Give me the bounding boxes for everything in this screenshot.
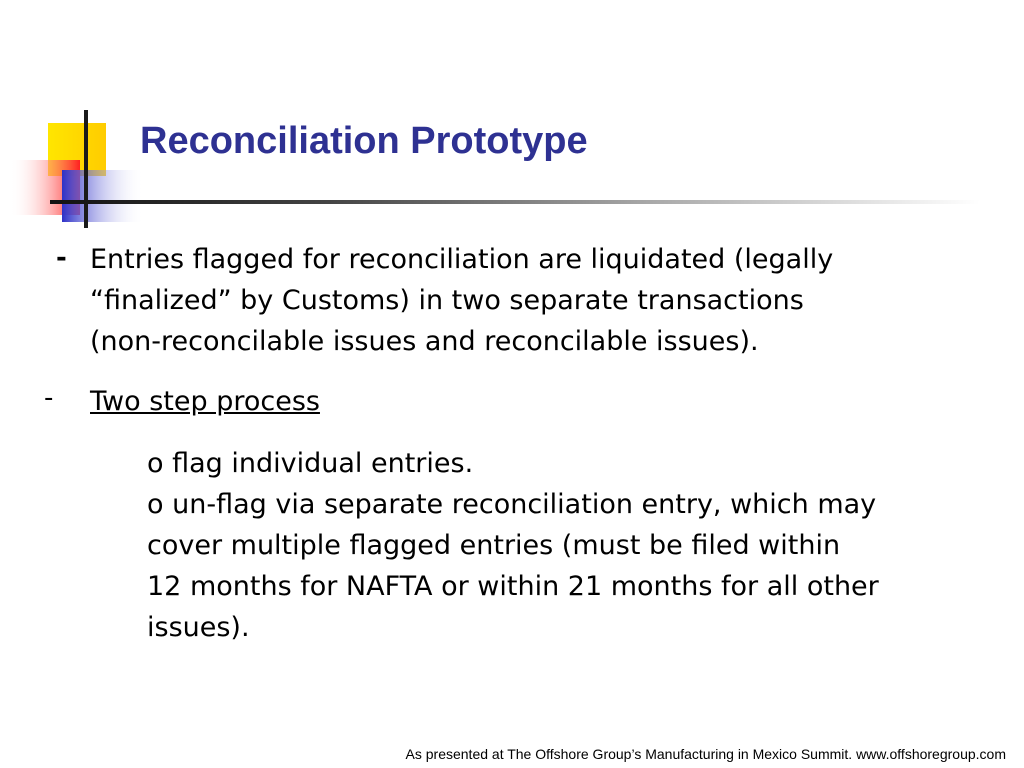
decorative-squares (0, 0, 160, 240)
bullet-1-line: Entries flagged for reconciliation are liquidated (legally (90, 244, 834, 275)
slide-title: Reconciliation Prototype (140, 120, 588, 162)
sub-item-line: issues). (147, 612, 250, 643)
sub-item-line: cover multiple flagged entries (must be filed within (147, 530, 841, 561)
bullet-1-text (90, 239, 833, 362)
sub-item-line: o un-flag via separate reconciliation entry, which may (147, 489, 877, 520)
sub-item-line: 12 months for NAFTA or within 21 months for all other (147, 571, 879, 602)
bullet-marker-2: - (44, 383, 54, 413)
blue-square (62, 170, 144, 222)
title-rule (50, 200, 980, 204)
sub-list (147, 443, 879, 648)
vertical-line (84, 110, 88, 228)
sub-item-line: o flag individual entries. (147, 448, 474, 479)
footer-note: As presented at The Offshore Group’s Manufacturing in Mexico Summit. www.offshoregroup.com (405, 746, 1006, 762)
bullet-1-line: “finalized” by Customs) in two separate transactions (90, 285, 804, 316)
bullet-2-heading: Two step process (90, 386, 320, 417)
bullet-marker-1: - (56, 243, 67, 273)
bullet-1-line: (non-reconcilable issues and reconcilable issues). (90, 326, 759, 357)
